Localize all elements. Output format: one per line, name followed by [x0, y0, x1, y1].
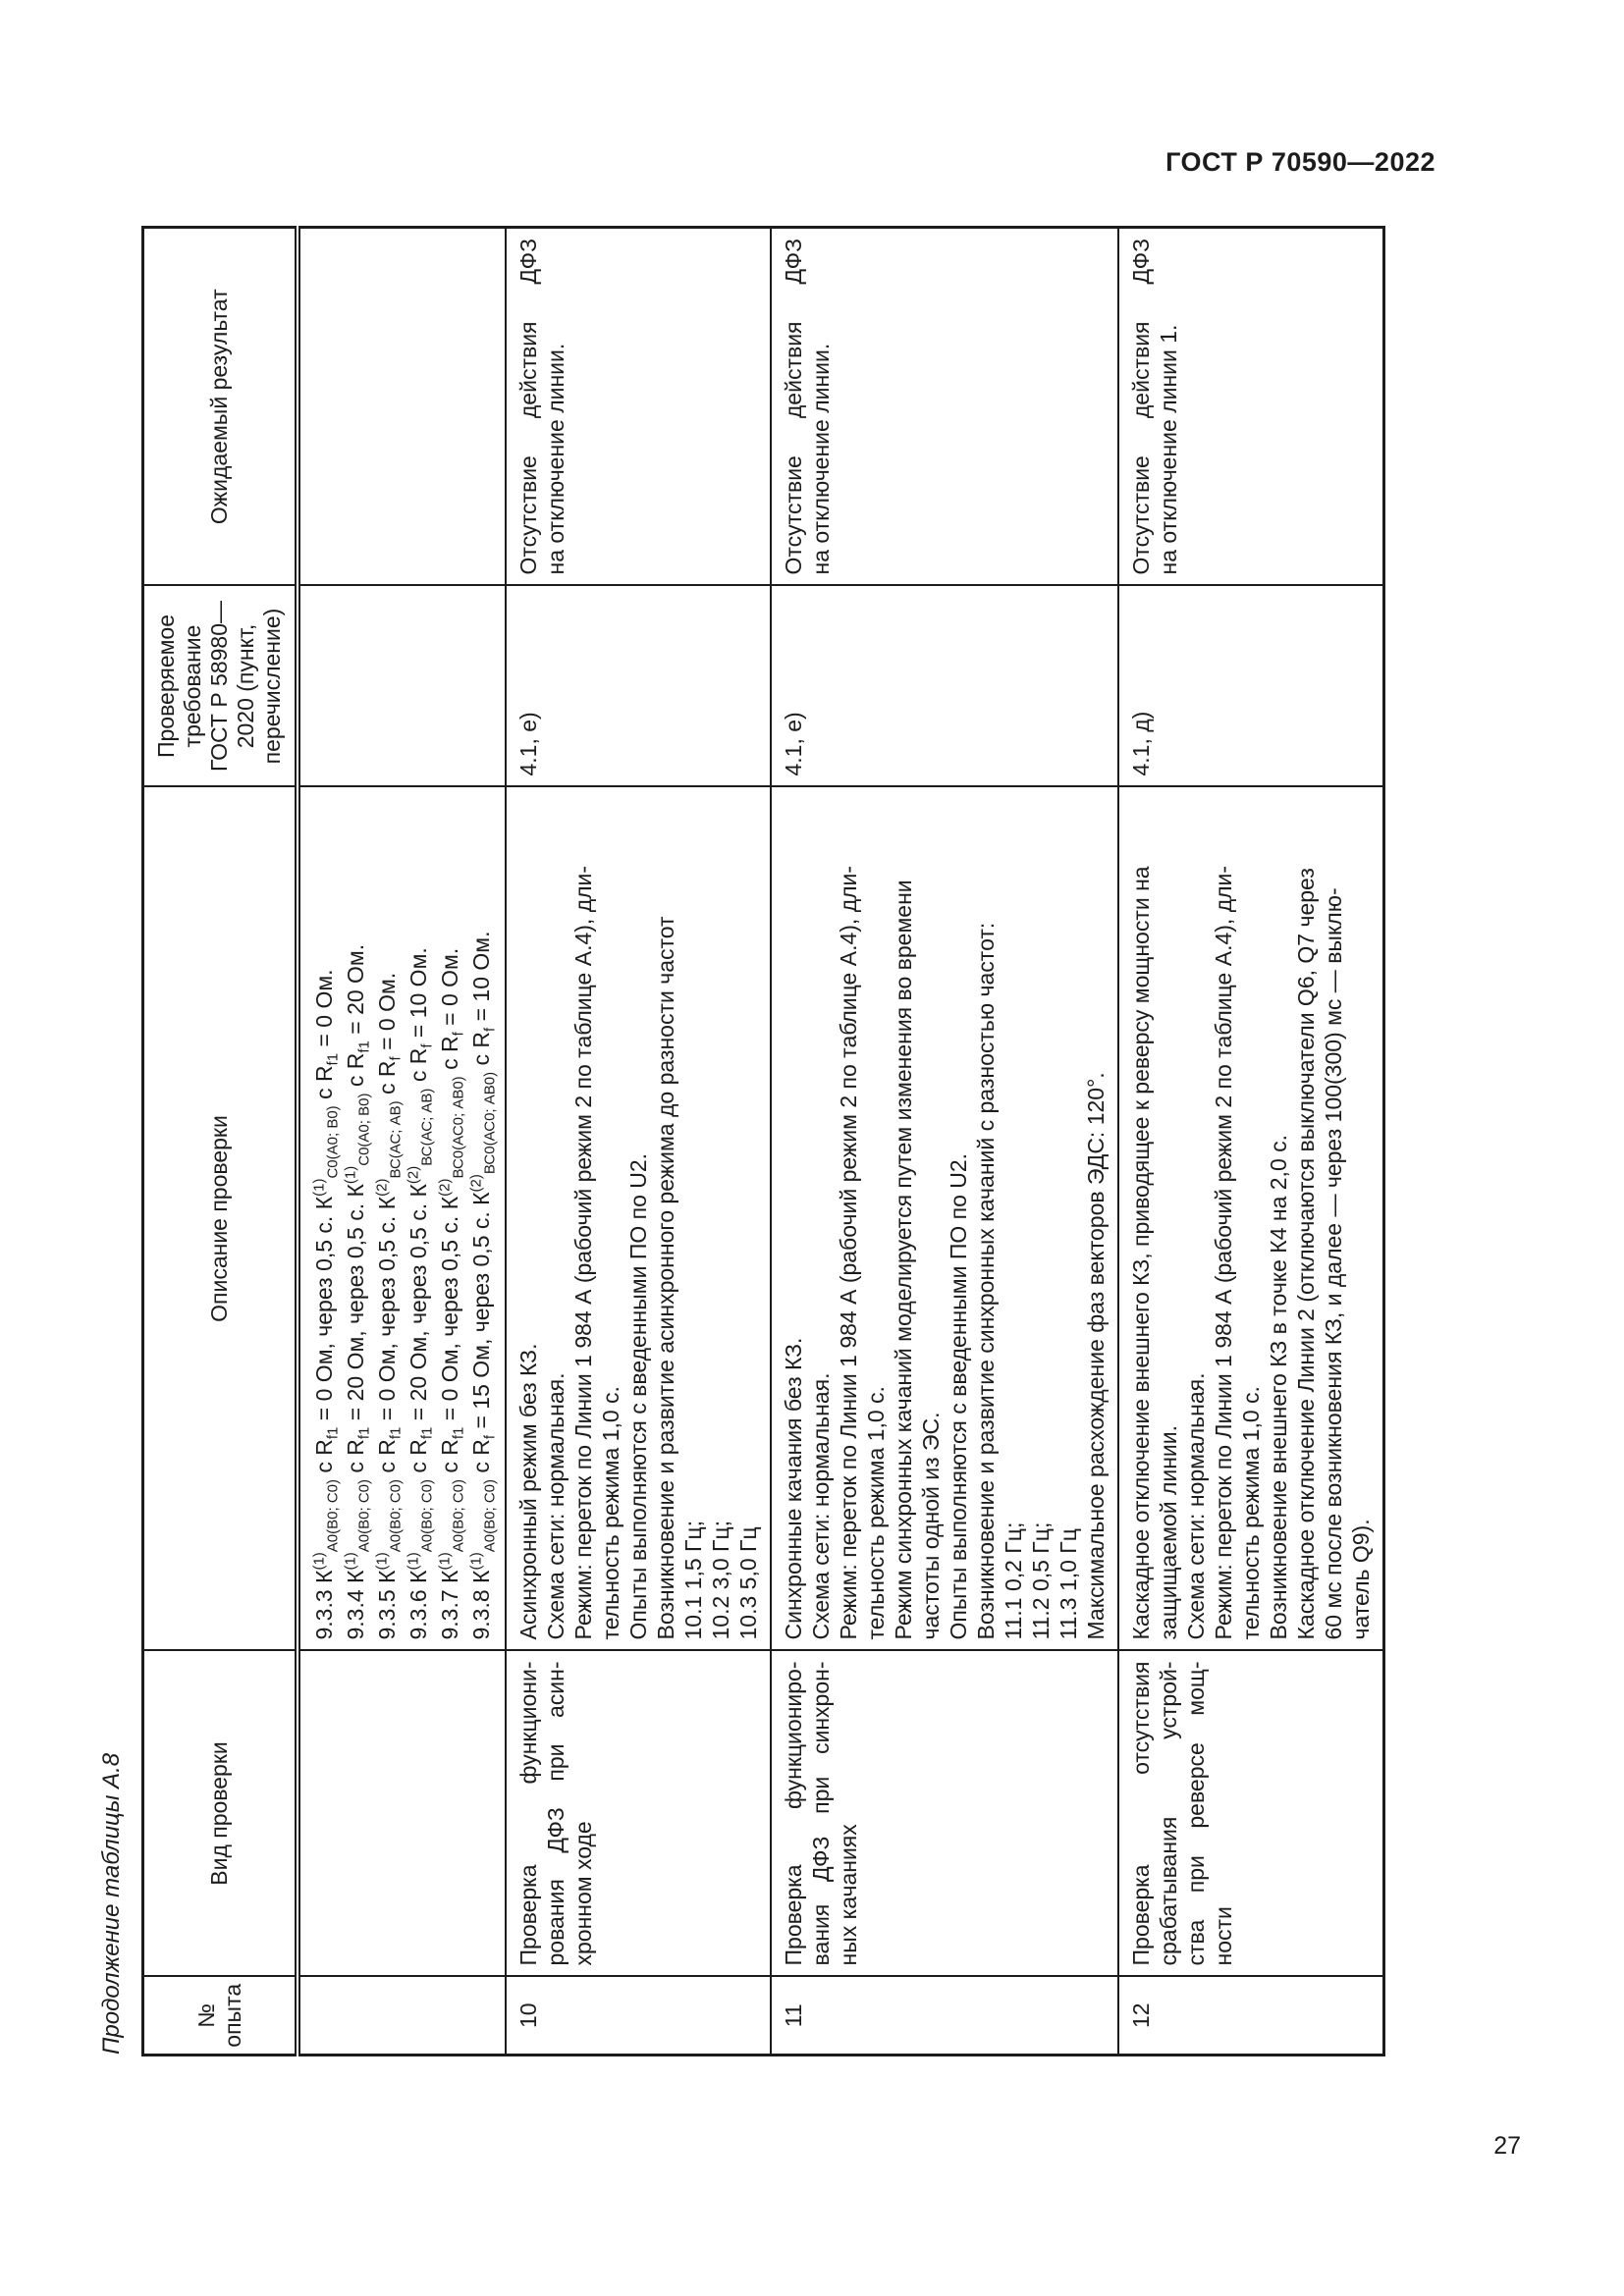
- cell-desc-12: Каскадное отключение внешнего КЗ, приводящее к реверсу мощности на защищаемой линии. Схема сети: нормальная. Режим: переток по Линии 1 984 А (рабочий режим 2 по таблице А.4), дли- тельность режима 1,0 с. Возникновение внешнего КЗ в точке К4 на 2,0 с. Каскадное отключение Линии 2 (отключаются выключатели Q6, Q7 через 60 мс после возникновения КЗ, и далее — через 100(300) мс — выклю- чатель Q9).: [1118, 787, 1384, 1651]
- cell-num-continued: [298, 1977, 506, 2056]
- column-header-res: Ожидаемый результат: [143, 228, 298, 586]
- cell-desc-11: Синхронные качания без КЗ. Схема сети: нормальная. Режим: переток по Линии 1 984 А (рабочий режим 2 по таблице А.4), дли- тельность режима 1,0 с. Режим синхронных качаний моделируется путем изменения во времени частоты одной из ЭС. Опыты выполняются с введенными ПО по U2. Возникновение и развитие синхронных качаний с разностью частот: 11.1 0,2 Гц; 11.2 0,5 Гц; 11.3 1,0 Гц Максимальное расхождение фаз векторов ЭДС: 120°.: [771, 787, 1118, 1651]
- cell-req-continued: [298, 586, 506, 787]
- column-header-num: № опыта: [143, 1977, 298, 2056]
- cell-res-11: Отсутствие действия ДФЗ на отключение линии.: [771, 228, 1118, 586]
- cell-req-12: 4.1, д): [1118, 586, 1384, 787]
- cell-res-12: Отсутствие действия ДФЗ на отключение линии 1.: [1118, 228, 1384, 586]
- table-row-continued: [298, 228, 506, 2056]
- table-caption: Продолжение таблицы А.8: [98, 1752, 125, 2055]
- table-row-11: [771, 228, 1118, 2056]
- cell-vid-10: Проверка функциони- рования ДФЗ при асин- хронном ходе: [506, 1651, 771, 1977]
- rotated-content: [98, 228, 1414, 2056]
- cell-desc-10: Асинхронный режим без КЗ. Схема сети: нормальная. Режим: переток по Линии 1 984 А (рабочий режим 2 по таблице А.4), дли- тельность режима 1,0 с. Опыты выполняются с введенными ПО по U2. Возникновение и развитие асинхронного режима до разности частот 10.1 1,5 Гц; 10.2 3,0 Гц; 10.3 5,0 Гц: [506, 787, 771, 1651]
- page-number: 27: [1493, 2132, 1521, 2160]
- doc-code-header: ГОСТ Р 70590—2022: [1165, 147, 1435, 177]
- cell-vid-continued: [298, 1651, 506, 1977]
- cell-req-11: 4.1, е): [771, 586, 1118, 787]
- cell-desc-continued: 9.3.3 $К^{(1)}_{А0(В0; С0)}$ с $R_{f1} = 0$ Ом, через 0,5 с. $К^{(1)}_{С0(А0; В0)}$ с $R_{f1} = 0$ Ом. 9.3.4 $К^{(1)}_{А0(В0; С0)}$ с $R_{f1} = 20$ Ом, через 0,5 с. $К^{(1)}_{С0(А0; В0)}$ с $R_{f1} = 20$ Ом. 9.3.5 $К^{(1)}_{А0(В0; С0)}$ с $R_{f1} = 0$ Ом, через 0,5 с. $К^{(2)}_{ВС(АС; АВ)}$ с $R_f = 0$ Ом. 9.3.6 $К^{(1)}_{А0(В0; С0)}$ с $R_{f1} = 20$ Ом, через 0,5 с. $К^{(2)}_{ВС(АС; АВ)}$ с $R_f = 10$ Ом. 9.3.7 $К^{(1)}_{А0(В0; С0)}$ с $R_{f1} = 0$ Ом, через 0,5 с. $К^{(2)}_{ВС0(АС0; АВ0)}$ с $R_f = 0$ Ом. 9.3.8 $К^{(1)}_{А0(В0; С0)}$ с $R_f = 15$ Ом, через 0,5 с. $К^{(2)}_{ВС0(АС0; АВ0)}$ с $R_f = 10$ Ом.: [298, 787, 506, 1651]
- column-header-vid: Вид проверки: [143, 1651, 298, 1977]
- table-row-10: [506, 228, 771, 2056]
- column-header-req: Проверяемое требование ГОСТ Р 58980— 2020 (пункт, перечисление): [143, 586, 298, 787]
- cell-req-10: 4.1, е): [506, 586, 771, 787]
- continuation-table: [141, 226, 1385, 2056]
- cell-res-continued: [298, 228, 506, 586]
- cell-res-10: Отсутствие действия ДФЗ на отключение линии.: [506, 228, 771, 586]
- cell-num-11: 11: [771, 1977, 1118, 2056]
- table-body: [298, 228, 1384, 2056]
- table-header-row: [143, 228, 298, 2056]
- table-row-12: [1118, 228, 1384, 2056]
- column-header-desc: Описание проверки: [143, 787, 298, 1651]
- cell-num-12: 12: [1118, 1977, 1384, 2056]
- cell-vid-11: Проверка функциониро- вания ДФЗ при синхрон- ных качаниях: [771, 1651, 1118, 1977]
- cell-vid-12: Проверка отсутствия срабатывания устрой- ства при реверсе мощ- ности: [1118, 1651, 1384, 1977]
- cell-num-10: 10: [506, 1977, 771, 2056]
